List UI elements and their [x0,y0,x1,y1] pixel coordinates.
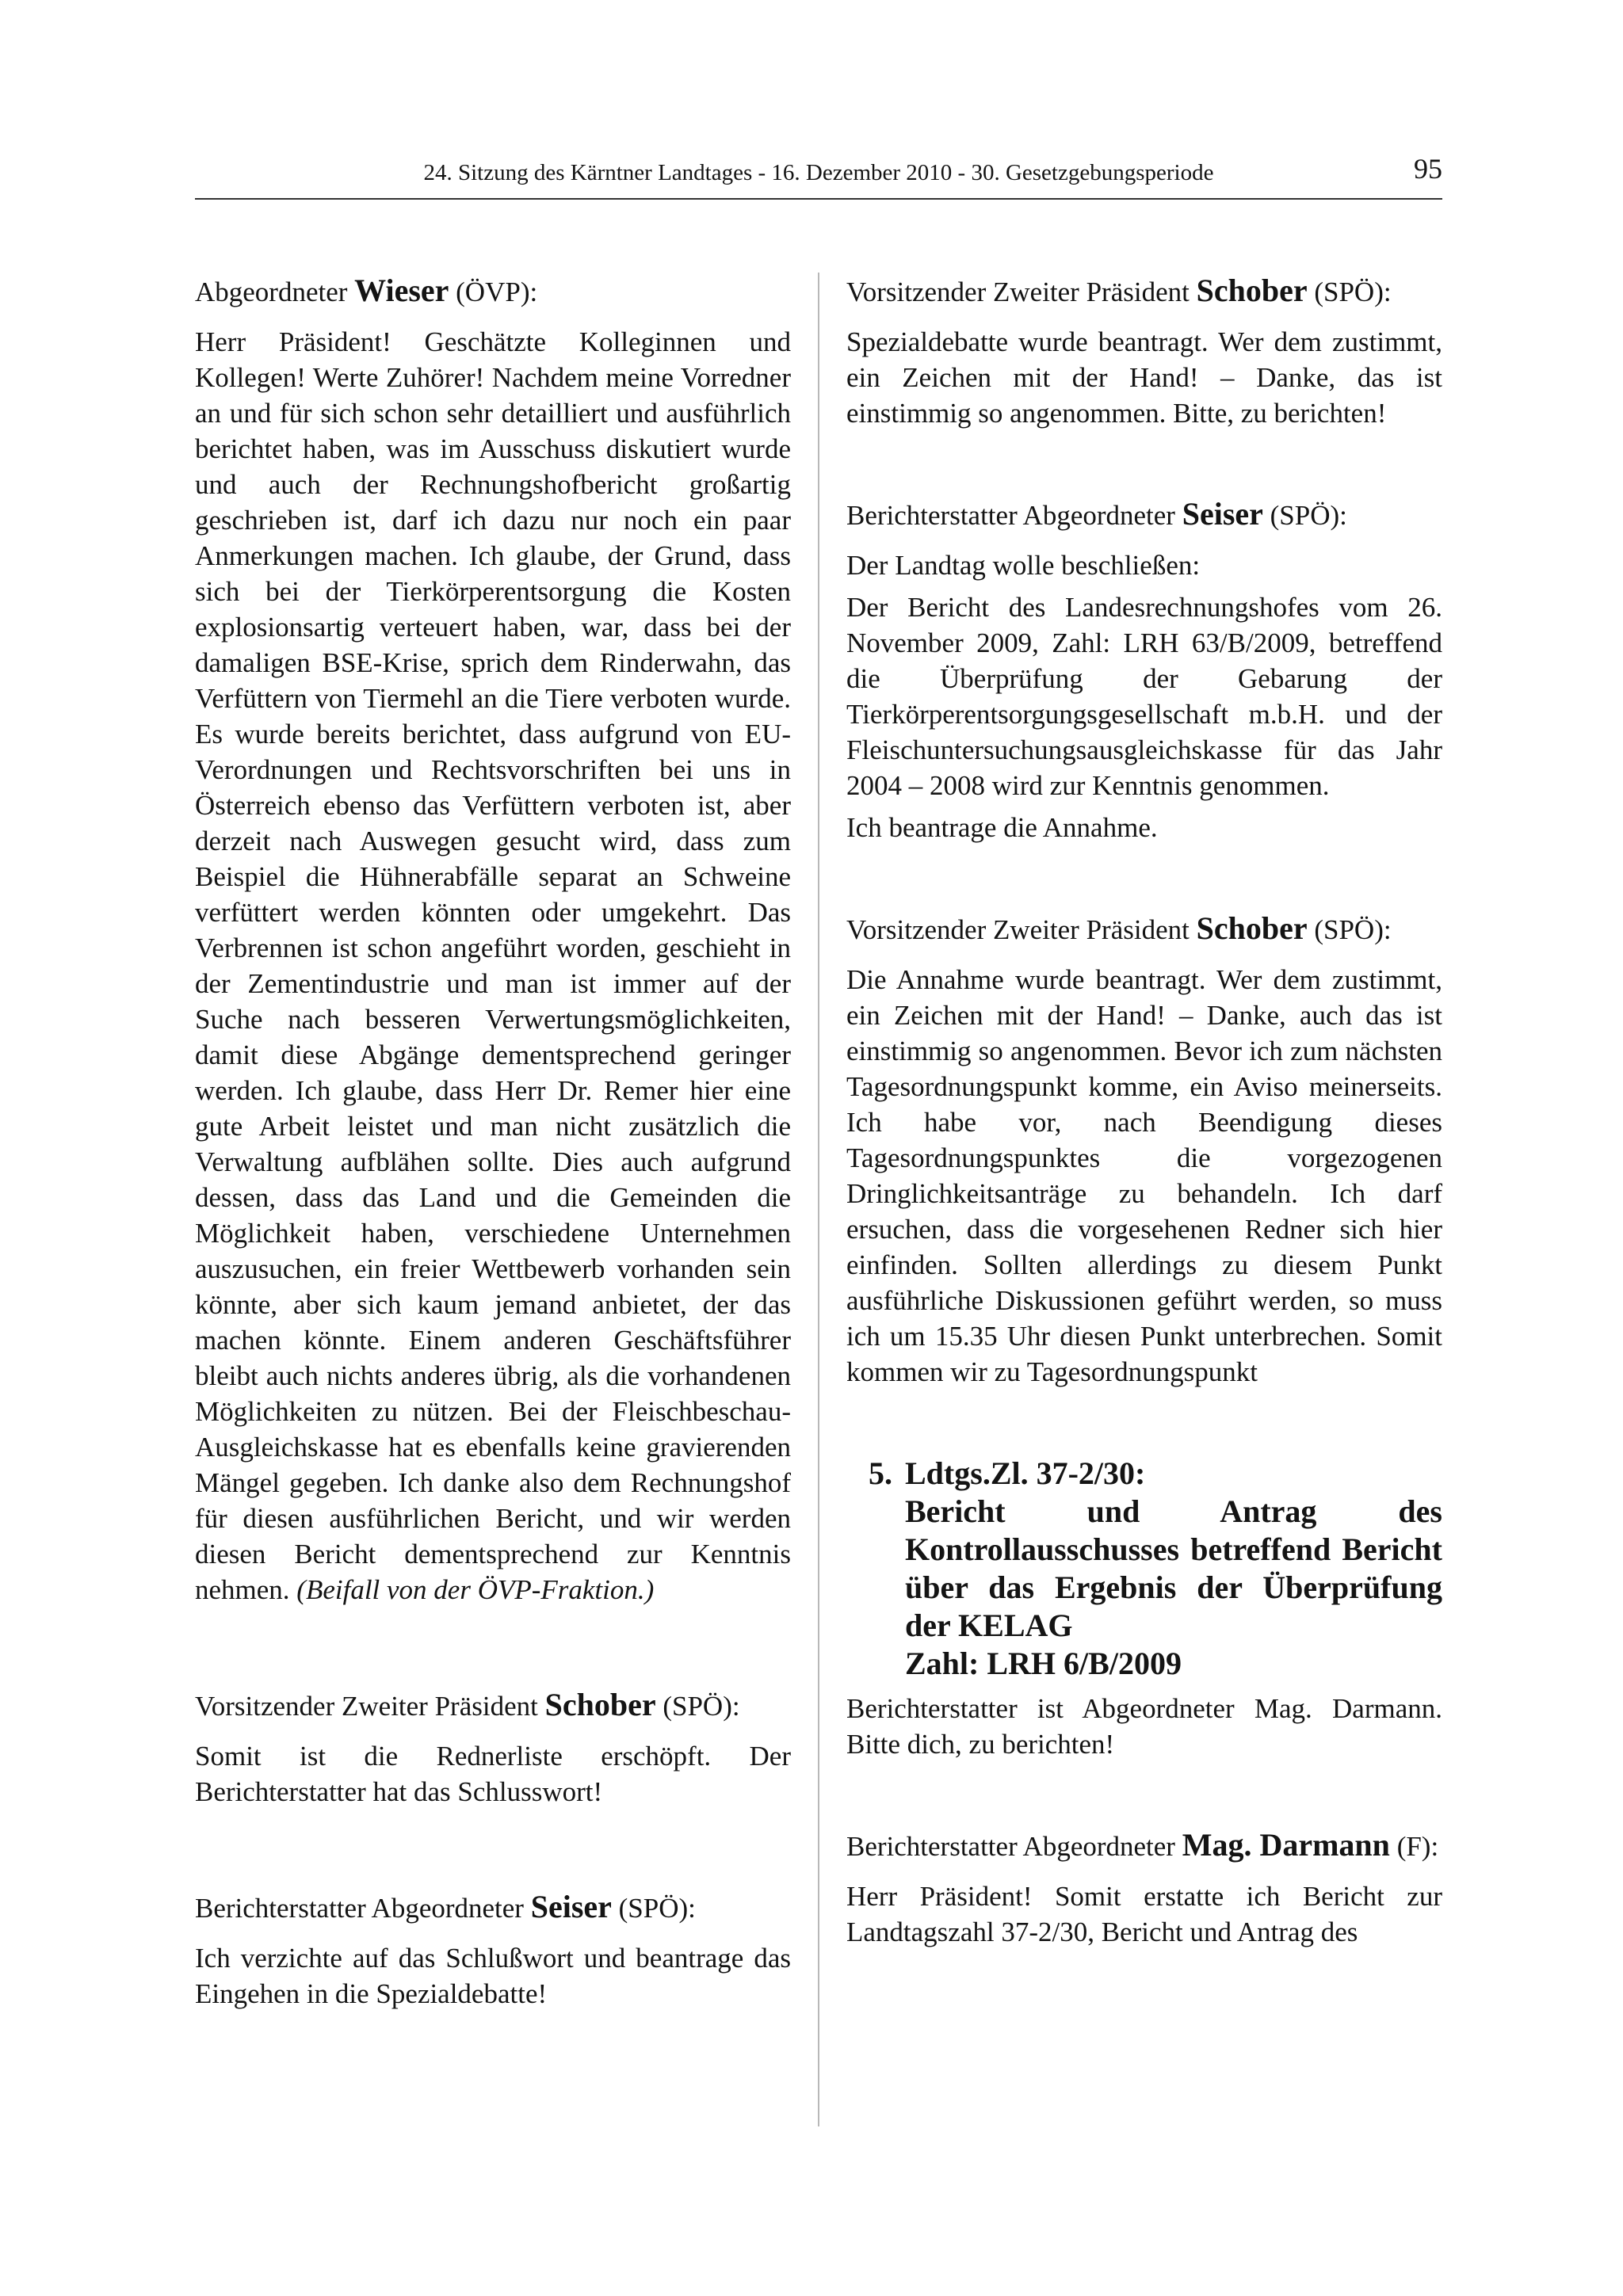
speaker-role: Vorsitzender Zweiter Präsident [846,914,1197,945]
agenda-item [846,1455,1442,1683]
motion-intro: Der Landtag wolle beschließen: [846,550,1201,581]
agenda-number: 5. [869,1455,892,1491]
column-divider [818,273,819,2126]
speaker-party: (SPÖ): [1262,500,1347,531]
speaker-role: Abgeordneter [195,277,355,307]
applause-note: (Beifall von der ÖVP-Fraktion.) [296,1574,655,1605]
speaker-name: Schober [1196,910,1308,946]
speaker-role: Vorsitzender Zweiter Präsident [846,277,1197,307]
section-gap [846,852,1442,910]
speaker-party: (SPÖ): [655,1691,740,1722]
page-header [195,151,1442,200]
speech-paragraph: Berichterstatter ist Abgeordneter Mag. Darmann. Bitte dich, zu berichten! [846,1693,1442,1760]
speech-paragraph: Die Annahme wurde beantragt. Wer dem zustimmt, ein Zeichen mit der Hand! – Danke, auch das ist einstimmig so angenommen. Bevor ich zum nächsten Tagesordnungspunkt komme, ein Aviso meinerseits. Ich habe vor, nach Beendigung dieses Tagesordnungspunktes die vorgezogenen Dringlichkeitsanträge zu behandeln. Ich darf ersuchen, dass die vorgesehenen Redner sich hier einfinden. Sollten allerdings zu diesem Punkt ausführliche Diskussionen geführt werden, so muss ich um 15.35 Uhr diesen Punkt unterbrechen. Somit kommen wir zu Tagesordnungspunkt [846,964,1442,1387]
speech-paragraph: Somit ist die Rednerliste erschöpft. Der Berichterstatter hat das Schlusswort! [195,1741,791,1807]
left-column [195,273,791,2018]
speaker-heading [846,910,1442,948]
speaker-role: Vorsitzender Zweiter Präsident [195,1691,545,1722]
speaker-name: Schober [544,1687,656,1722]
speaker-party: (SPÖ): [1307,914,1392,945]
speaker-name: Schober [1196,273,1308,308]
page-number: 95 [1414,153,1442,185]
agenda-reference: Ldtgs.Zl. 37-2/30: [905,1455,1146,1491]
section-gap [846,437,1442,496]
header-title: 24. Sitzung des Kärntner Landtages - 16. Dezember 2010 - 30. Gesetzgebungsperiode [423,160,1214,185]
agenda-zahl: Zahl: LRH 6/B/2009 [905,1646,1182,1681]
speaker-heading [195,273,791,310]
speaker-name: Seiser [530,1889,612,1924]
speech-paragraph: Ich verzichte auf das Schlußwort und beantrage das Eingehen in die Spezialdebatte! [195,1943,791,2009]
speaker-heading [846,496,1442,533]
speaker-role: Berichterstatter Abgeordneter [195,1893,531,1924]
speech-paragraph: Herr Präsident! Somit erstatte ich Bericht zur Landtagszahl 37-2/30, Bericht und Antrag des [846,1881,1442,1947]
speaker-party: (F): [1389,1831,1439,1862]
right-column [846,273,1442,1956]
speaker-heading [195,1687,791,1724]
motion-text: Der Bericht des Landesrechnungshofes vom 26. November 2009, Zahl: LRH 63/B/2009, betreffend die Überprüfung der Gebarung der Tierkörperentsorgungsgesellschaft m.b.H. und der Fleischuntersuchungsausgleichskasse für das Jahr 2004 – 2008 wird zur Kenntnis genommen. [846,592,1442,801]
section-gap [846,1396,1442,1455]
speaker-name: Wieser [354,273,449,308]
speaker-name: Seiser [1182,496,1263,532]
speaker-role: Berichterstatter Abgeordneter [846,500,1182,531]
speaker-name: Mag. Darmann [1182,1827,1390,1863]
speaker-party: (ÖVP): [449,277,538,307]
section-gap [846,1768,1442,1827]
section-gap [195,1816,791,1889]
speaker-party: (SPÖ): [1307,277,1392,307]
speaker-party: (SPÖ): [611,1893,696,1924]
speaker-heading [195,1889,791,1926]
motion-request: Ich beantrage die Annahme. [846,812,1158,843]
agenda-title: Bericht und Antrag des Kontrollausschusses betreffend Bericht über das Ergebnis der Überprüfung der KELAG [905,1493,1442,1643]
speaker-role: Berichterstatter Abgeordneter [846,1831,1182,1862]
speech-paragraph [195,324,791,1608]
section-gap [195,1614,791,1687]
speech-text: Herr Präsident! Geschätzte Kolleginnen und Kollegen! Werte Zuhörer! Nachdem meine Vorredner an und für sich schon sehr detailliert und ausführlich berichtet haben, was im Ausschuss diskutiert wurde und auch der Rechnungshofbericht großartig geschrieben ist, darf ich dazu nur noch ein paar Anmerkungen machen. Ich glaube, der Grund, dass sich bei der Tierkörperentsorgung die Kosten explosionsartig verteuert haben, war, dass bei der damaligen BSE-Krise, sprich dem Rinderwahn, das Verfüttern von Tiermehl an die Tiere verboten wurde. Es wurde bereits berichtet, dass aufgrund von EU-Verordnungen und Rechtsvorschriften bei uns in Österreich ebenso das Verfüttern verboten ist, aber derzeit nach Auswegen gesucht wird, dass zum Beispiel die Hühnerabfälle separat an Schweine verfüttert werden könnten oder umgekehrt. Das Verbrennen ist schon angeführt worden, geschieht in der Zementindustrie und man ist immer auf der Suche nach besseren Verwertungsmöglichkeiten, damit diese Abgänge dementsprechend geringer werden. Ich glaube, dass Herr Dr. Remer hier eine gute Arbeit leistet und man nicht zusätzlich die Verwaltung aufblähen sollte. Dies auch aufgrund dessen, dass das Land und die Gemeinden die Möglichkeit haben, verschiedene Unternehmen auszusuchen, ein freier Wettbewerb vorhanden sein könnte, aber sich kaum jemand anbietet, der das machen könnte. Einem anderen Geschäftsführer bleibt auch nichts anderes übrig, als die vorhandenen Möglichkeiten zu nützen. Bei der Fleischbeschau-Ausgleichskasse hat es ebenfalls keine gravierenden Mängel gegeben. Ich danke also dem Rechnungshof für diesen ausführlichen Bericht, und wir werden diesen Bericht dementsprechend zur Kenntnis nehmen. [195,326,791,1605]
speaker-heading [846,1827,1442,1864]
speaker-heading [846,273,1442,310]
speech-paragraph: Spezialdebatte wurde beantragt. Wer dem zustimmt, ein Zeichen mit der Hand! – Danke, das ist einstimmig so angenommen. Bitte, zu berichten! [846,326,1442,429]
